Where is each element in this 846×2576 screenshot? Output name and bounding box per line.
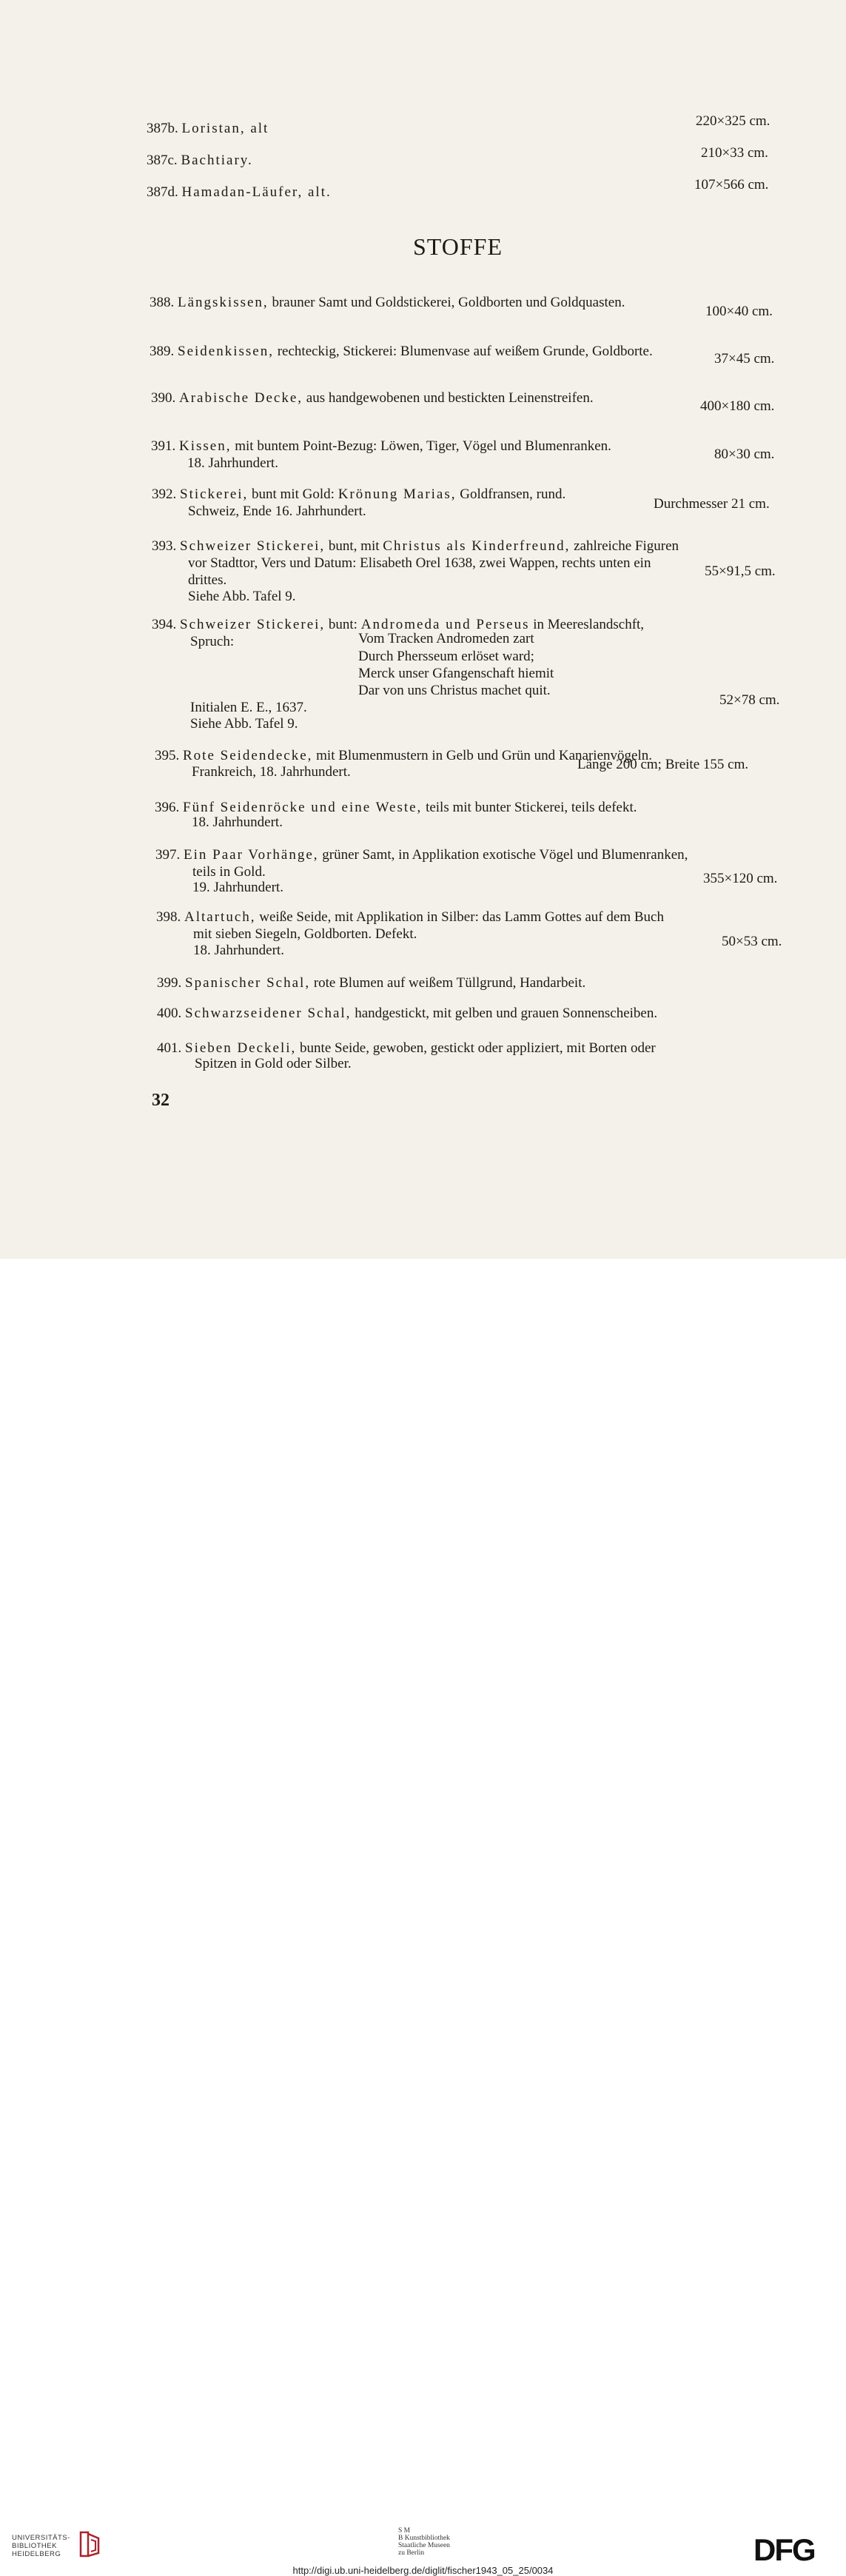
- entry-title: Altartuch,: [184, 909, 256, 925]
- entry-400: [157, 1006, 657, 1022]
- entry-text: mit buntem Point-Bezug: Löwen, Tiger, Vögel und Blumenranken.: [235, 438, 611, 454]
- entry-title: Schweizer Stickerei,: [180, 617, 326, 632]
- entry-392-line2: Schweiz, Ende 16. Jahrhundert.: [188, 504, 366, 519]
- entry-subject: Krönung Marias,: [338, 486, 457, 502]
- entry-title: Spanischer Schal,: [185, 975, 311, 991]
- entry-388-size: 100×40 cm.: [705, 304, 773, 319]
- entry-number: 401.: [157, 1040, 182, 1056]
- entry-393-line2: vor Stadttor, Vers und Datum: Elisabeth Orel 1638, zwei Wappen, rechts unten ein: [188, 555, 651, 571]
- library-line: HEIDELBERG: [12, 2550, 61, 2558]
- entry-subject: Christus als Kinderfreund,: [383, 538, 571, 554]
- entry-text: rechteckig, Stickerei: Blumenvase auf weißem Grunde, Goldborte.: [277, 344, 653, 359]
- entry-393-size: 55×91,5 cm.: [705, 563, 776, 579]
- entry-391: [151, 438, 611, 455]
- entry-text: bunt:: [328, 617, 357, 632]
- entry-397-size: 355×120 cm.: [703, 871, 778, 886]
- entry-387d-size: 107×566 cm.: [694, 177, 769, 193]
- entry-392: [152, 486, 565, 503]
- entry-394-verse-1: Vom Tracken Andromeden zart: [358, 631, 534, 646]
- entry-394-verse-2: Durch Phersseum erlöset ward;: [358, 649, 534, 664]
- entry-394-verse-3: Merck unser Gfangenschaft hiemit: [358, 666, 554, 681]
- entry-number: 395.: [155, 748, 180, 763]
- entry-text: brauner Samt und Goldstickerei, Goldborten und Goldquasten.: [272, 295, 625, 310]
- entry-387d: [147, 184, 332, 201]
- entry-401-line2: Spitzen in Gold oder Silber.: [195, 1056, 352, 1071]
- entry-389-size: 37×45 cm.: [714, 351, 775, 367]
- entry-394-size: 52×78 cm.: [719, 692, 780, 708]
- entry-393-line4: Siehe Abb. Tafel 9.: [188, 589, 296, 604]
- stamp-line: B Kunstbibliothek: [398, 2535, 450, 2542]
- library-line: UNIVERSITÄTS-: [12, 2534, 70, 2542]
- entry-text: Goldfransen, rund.: [460, 486, 566, 502]
- library-logo-icon[interactable]: [78, 2529, 103, 2559]
- entry-387c: [147, 153, 253, 169]
- entry-title: Sieben Deckeli,: [185, 1040, 297, 1056]
- entry-text: bunte Seide, gewoben, gestickt oder appliziert, mit Borten oder: [300, 1040, 656, 1056]
- entry-text: rote Blumen auf weißem Tüllgrund, Handarbeit.: [313, 975, 586, 991]
- entry-title: Schwarzseidener Schal,: [185, 1006, 352, 1021]
- entry-subject: Andromeda und Perseus: [360, 617, 530, 632]
- entry-number: 387b.: [147, 121, 178, 136]
- entry-text: in Meereslandschft,: [533, 617, 645, 632]
- entry-number: 389.: [150, 344, 175, 359]
- entry-number: 393.: [152, 538, 177, 554]
- entry-title: Seidenkissen,: [178, 344, 274, 359]
- entry-387b: [147, 121, 269, 137]
- entry-number: 391.: [151, 438, 176, 454]
- stamp-line: zu Berlin: [398, 2549, 425, 2557]
- entry-number: 388.: [150, 295, 175, 310]
- entry-398: [156, 909, 664, 926]
- entry-title: Schweizer Stickerei,: [180, 538, 326, 554]
- entry-title: Hamadan-Läufer, alt.: [181, 184, 332, 200]
- entry-number: 400.: [157, 1006, 182, 1021]
- entry-391-line2: 18. Jahrhundert.: [187, 455, 278, 471]
- entry-text: bunt mit Gold:: [252, 486, 335, 502]
- entry-number: 397.: [155, 847, 181, 863]
- entry-392-size: Durchmesser 21 cm.: [654, 496, 770, 512]
- entry-399: [157, 975, 585, 991]
- entry-number: 399.: [157, 975, 182, 991]
- entry-395-line2: Frankreich, 18. Jahrhundert.: [192, 764, 351, 780]
- entry-387b-size: 220×325 cm.: [696, 113, 771, 129]
- page-number: 32: [152, 1091, 169, 1110]
- stamp-line: Staatliche Museen: [398, 2542, 450, 2549]
- entry-398-line3: 18. Jahrhundert.: [193, 943, 284, 958]
- entry-text: handgestickt, mit gelben und grauen Sonnenscheiben.: [355, 1006, 658, 1021]
- entry-number: 387c.: [147, 153, 178, 168]
- entry-text: mit Blumenmustern in Gelb und Grün und Kanarienvögeln.: [316, 748, 652, 763]
- entry-388: [150, 295, 625, 311]
- entry-394-spruch-label: Spruch:: [190, 634, 235, 649]
- entry-391-size: 80×30 cm.: [714, 446, 775, 462]
- entry-387c-size: 210×33 cm.: [701, 145, 768, 161]
- entry-397-line3: 19. Jahrhundert.: [192, 880, 283, 895]
- entry-text: bunt, mit: [328, 538, 380, 554]
- entry-title: Loristan, alt: [181, 121, 269, 136]
- entry-number: 387d.: [147, 184, 178, 200]
- entry-396: [155, 800, 637, 816]
- entry-397-line2: teils in Gold.: [192, 864, 266, 880]
- entry-title: Rote Seidendecke,: [183, 748, 313, 763]
- entry-number: 392.: [152, 486, 177, 502]
- entry-394-initials: Initialen E. E., 1637.: [190, 700, 307, 715]
- entry-text: zahlreiche Figuren: [574, 538, 679, 554]
- scanned-page: [0, 0, 846, 1259]
- entry-title: Arabische Decke,: [179, 390, 303, 406]
- entry-393: [152, 538, 679, 555]
- entry-401: [157, 1040, 656, 1057]
- entry-397: [155, 847, 688, 863]
- entry-title: Fünf Seidenröcke und eine Weste,: [183, 800, 423, 815]
- dfg-logo[interactable]: DFG: [753, 2532, 815, 2567]
- entry-title: Stickerei,: [180, 486, 249, 502]
- entry-394-verse-4: Dar von uns Christus machet quit.: [358, 683, 551, 698]
- section-title: STOFFE: [413, 233, 503, 260]
- entry-text: grüner Samt, in Applikation exotische Vögel und Blumenranken,: [322, 847, 688, 863]
- entry-393-line3: drittes.: [188, 572, 227, 588]
- entry-398-size: 50×53 cm.: [722, 934, 782, 949]
- entry-text: teils mit bunter Stickerei, teils defekt.: [426, 800, 637, 815]
- entry-title: Bachtiary.: [181, 153, 253, 168]
- entry-title: Kissen,: [179, 438, 232, 454]
- entry-text: aus handgewobenen und bestickten Leinenstreifen.: [306, 390, 594, 406]
- entry-395-size: Länge 200 cm; Breite 155 cm.: [577, 757, 749, 772]
- stamp-line: S M: [398, 2527, 411, 2535]
- permalink-url[interactable]: http://digi.ub.uni-heidelberg.de/diglit/fischer1943_05_25/0034: [292, 2565, 554, 2576]
- entry-390-size: 400×180 cm.: [700, 398, 775, 414]
- library-name[interactable]: [12, 2534, 70, 2558]
- entry-390: [151, 390, 594, 407]
- entry-number: 396.: [155, 800, 180, 815]
- library-line: BIBLIOTHEK: [12, 2542, 57, 2550]
- entry-number: 398.: [156, 909, 181, 925]
- entry-text: weiße Seide, mit Applikation in Silber: das Lamm Gottes auf dem Buch: [259, 909, 664, 925]
- entry-title: Ein Paar Vorhänge,: [184, 847, 319, 863]
- entry-394-ref: Siehe Abb. Tafel 9.: [190, 716, 298, 732]
- entry-396-line2: 18. Jahrhundert.: [192, 814, 283, 830]
- museum-stamp: [398, 2527, 450, 2557]
- viewer-footer: [0, 1259, 846, 2576]
- entry-389: [150, 344, 653, 360]
- entry-number: 390.: [151, 390, 176, 406]
- entry-398-line2: mit sieben Siegeln, Goldborten. Defekt.: [193, 926, 417, 942]
- entry-number: 394.: [152, 617, 177, 632]
- entry-title: Längskissen,: [178, 295, 269, 310]
